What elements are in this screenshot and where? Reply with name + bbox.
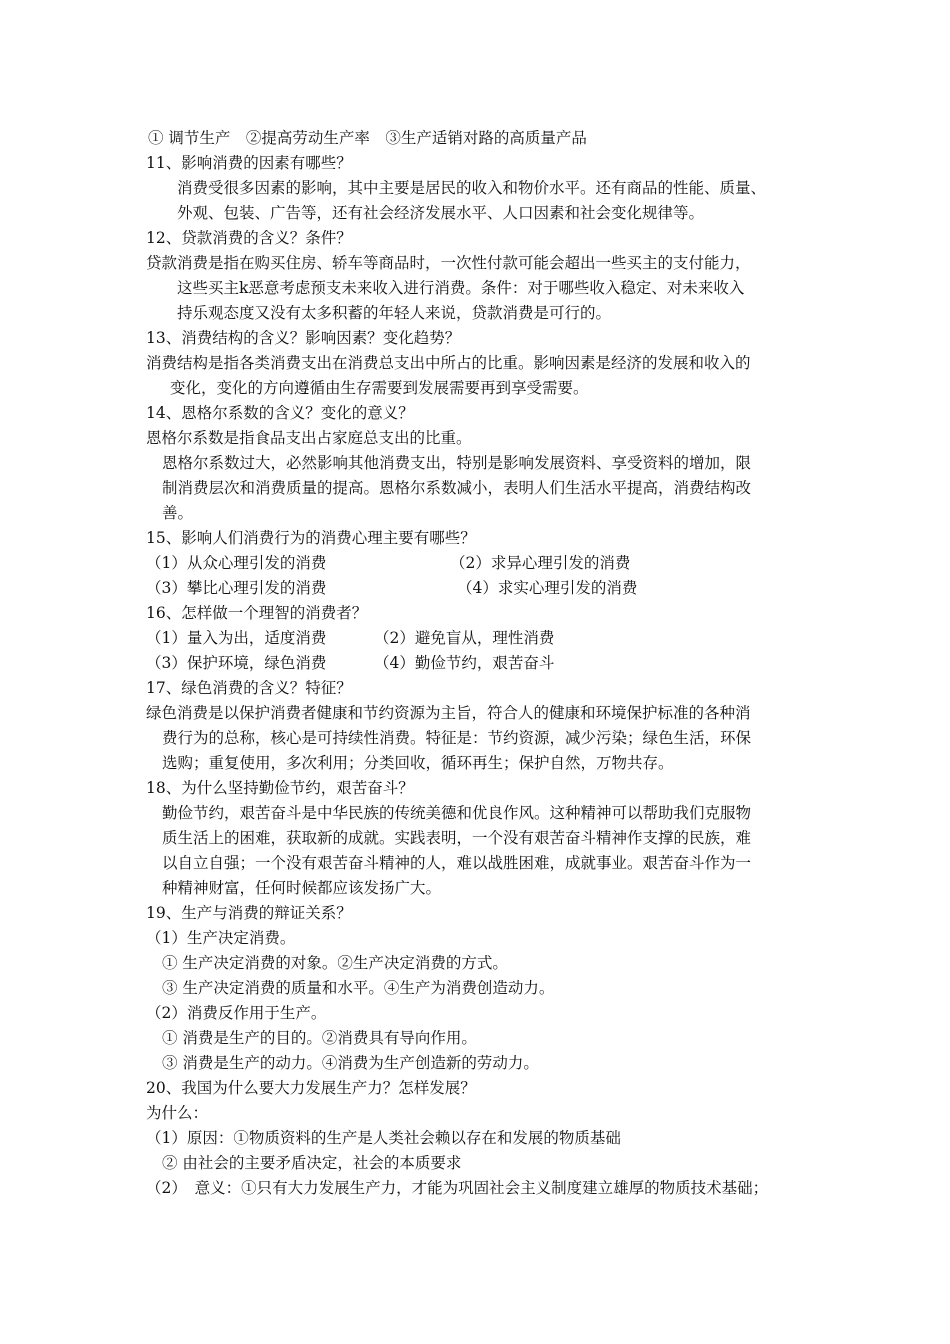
list-item: （1）原因：①物质资料的生产是人类社会赖以存在和发展的物质基础 bbox=[146, 1129, 621, 1147]
question-heading: 18、为什么坚持勤俭节约，艰苦奋斗？ bbox=[146, 779, 414, 797]
list-item: （2） 意义：①只有大力发展生产力，才能为巩固社会主义制度建立雄厚的物质技术基础； bbox=[146, 1179, 769, 1197]
question-heading: 15、影响人们消费行为的消费心理主要有哪些？ bbox=[146, 529, 476, 547]
text-line: 费行为的总称，核心是可持续性消费。特征是：节约资源，减少污染；绿色生活，环保 bbox=[162, 729, 752, 747]
text-line: 制消费层次和消费质量的提高。恩格尔系数减小，表明人们生活水平提高，消费结构改 bbox=[162, 479, 752, 497]
list-item: （4）求实心理引发的消费 bbox=[457, 579, 638, 597]
question-heading: 16、怎样做一个理智的消费者？ bbox=[146, 604, 368, 622]
list-item: （1）从众心理引发的消费 bbox=[146, 554, 327, 572]
question-heading: 12、贷款消费的含义？条件？ bbox=[146, 229, 352, 247]
list-item: （2）消费反作用于生产。 bbox=[146, 1004, 327, 1022]
text-line: 消费受很多因素的影响，其中主要是居民的收入和物价水平。还有商品的性能、质量、 bbox=[177, 179, 767, 197]
question-heading: 19、生产与消费的辩证关系？ bbox=[146, 904, 352, 922]
list-item: ③ 生产决定消费的质量和水平。④生产为消费创造动力。 bbox=[162, 979, 555, 997]
text-line: ① 调节生产 ②提高劳动生产率 ③生产适销对路的高质量产品 bbox=[148, 129, 587, 147]
text-line: 选购；重复使用，多次利用；分类回收，循环再生；保护自然，万物共存。 bbox=[162, 754, 674, 772]
list-item: （2）求异心理引发的消费 bbox=[450, 554, 631, 572]
list-item: ① 生产决定消费的对象。②生产决定消费的方式。 bbox=[162, 954, 508, 972]
question-heading: 17、绿色消费的含义？特征？ bbox=[146, 679, 352, 697]
question-heading: 11、影响消费的因素有哪些？ bbox=[146, 154, 352, 172]
list-item: （1）生产决定消费。 bbox=[146, 929, 296, 947]
question-heading: 20、我国为什么要大力发展生产力？怎样发展？ bbox=[146, 1079, 476, 1097]
text-line: 恩格尔系数过大，必然影响其他消费支出，特别是影响发展资料、享受资料的增加，限 bbox=[162, 454, 752, 472]
list-item: （1）量入为出，适度消费 bbox=[146, 629, 327, 647]
text-line: 外观、包装、广告等，还有社会经济发展水平、人口因素和社会变化规律等。 bbox=[177, 204, 705, 222]
list-item: （2）避免盲从，理性消费 bbox=[374, 629, 555, 647]
list-item: ① 消费是生产的目的。②消费具有导向作用。 bbox=[162, 1029, 477, 1047]
text-line: 变化，变化的方向遵循由生存需要到发展需要再到享受需要。 bbox=[170, 379, 589, 397]
list-item: ③ 消费是生产的动力。④消费为生产创造新的劳动力。 bbox=[162, 1054, 539, 1072]
text-line: 质生活上的困难，获取新的成就。实践表明，一个没有艰苦奋斗精神作支撑的民族，难 bbox=[162, 829, 752, 847]
text-line: 这些买主k恶意考虑预支未来收入进行消费。条件：对于哪些收入稳定、对未来收入 bbox=[177, 279, 745, 297]
text-line: 善。 bbox=[162, 504, 194, 522]
question-heading: 14、恩格尔系数的含义？变化的意义？ bbox=[146, 404, 414, 422]
list-item: ② 由社会的主要矛盾决定，社会的本质要求 bbox=[162, 1154, 462, 1172]
question-heading: 13、消费结构的含义？影响因素？变化趋势？ bbox=[146, 329, 461, 347]
text-line: 绿色消费是以保护消费者健康和节约资源为主旨，符合人的健康和环境保护标准的各种消 bbox=[146, 704, 751, 722]
list-item: （3）攀比心理引发的消费 bbox=[146, 579, 327, 597]
text-line: 消费结构是指各类消费支出在消费总支出中所占的比重。影响因素是经济的发展和收入的 bbox=[146, 354, 751, 372]
text-line: 种精神财富，任何时候都应该发扬广大。 bbox=[162, 879, 442, 897]
list-item: （3）保护环境，绿色消费 bbox=[146, 654, 327, 672]
text-line: 贷款消费是指在购买住房、轿车等商品时，一次性付款可能会超出一些买主的支付能力， bbox=[146, 254, 751, 272]
text-line: 持乐观态度又没有太多积蓄的年轻人来说，贷款消费是可行的。 bbox=[177, 304, 612, 322]
text-line: 以自立自强；一个没有艰苦奋斗精神的人，难以战胜困难，成就事业。艰苦奋斗作为一 bbox=[162, 854, 752, 872]
list-item: （4）勤俭节约，艰苦奋斗 bbox=[374, 654, 555, 672]
text-line: 恩格尔系数是指食品支出占家庭总支出的比重。 bbox=[146, 429, 472, 447]
text-line: 为什么： bbox=[146, 1104, 209, 1122]
text-line: 勤俭节约，艰苦奋斗是中华民族的传统美德和优良作风。这种精神可以帮助我们克服物 bbox=[162, 804, 752, 822]
